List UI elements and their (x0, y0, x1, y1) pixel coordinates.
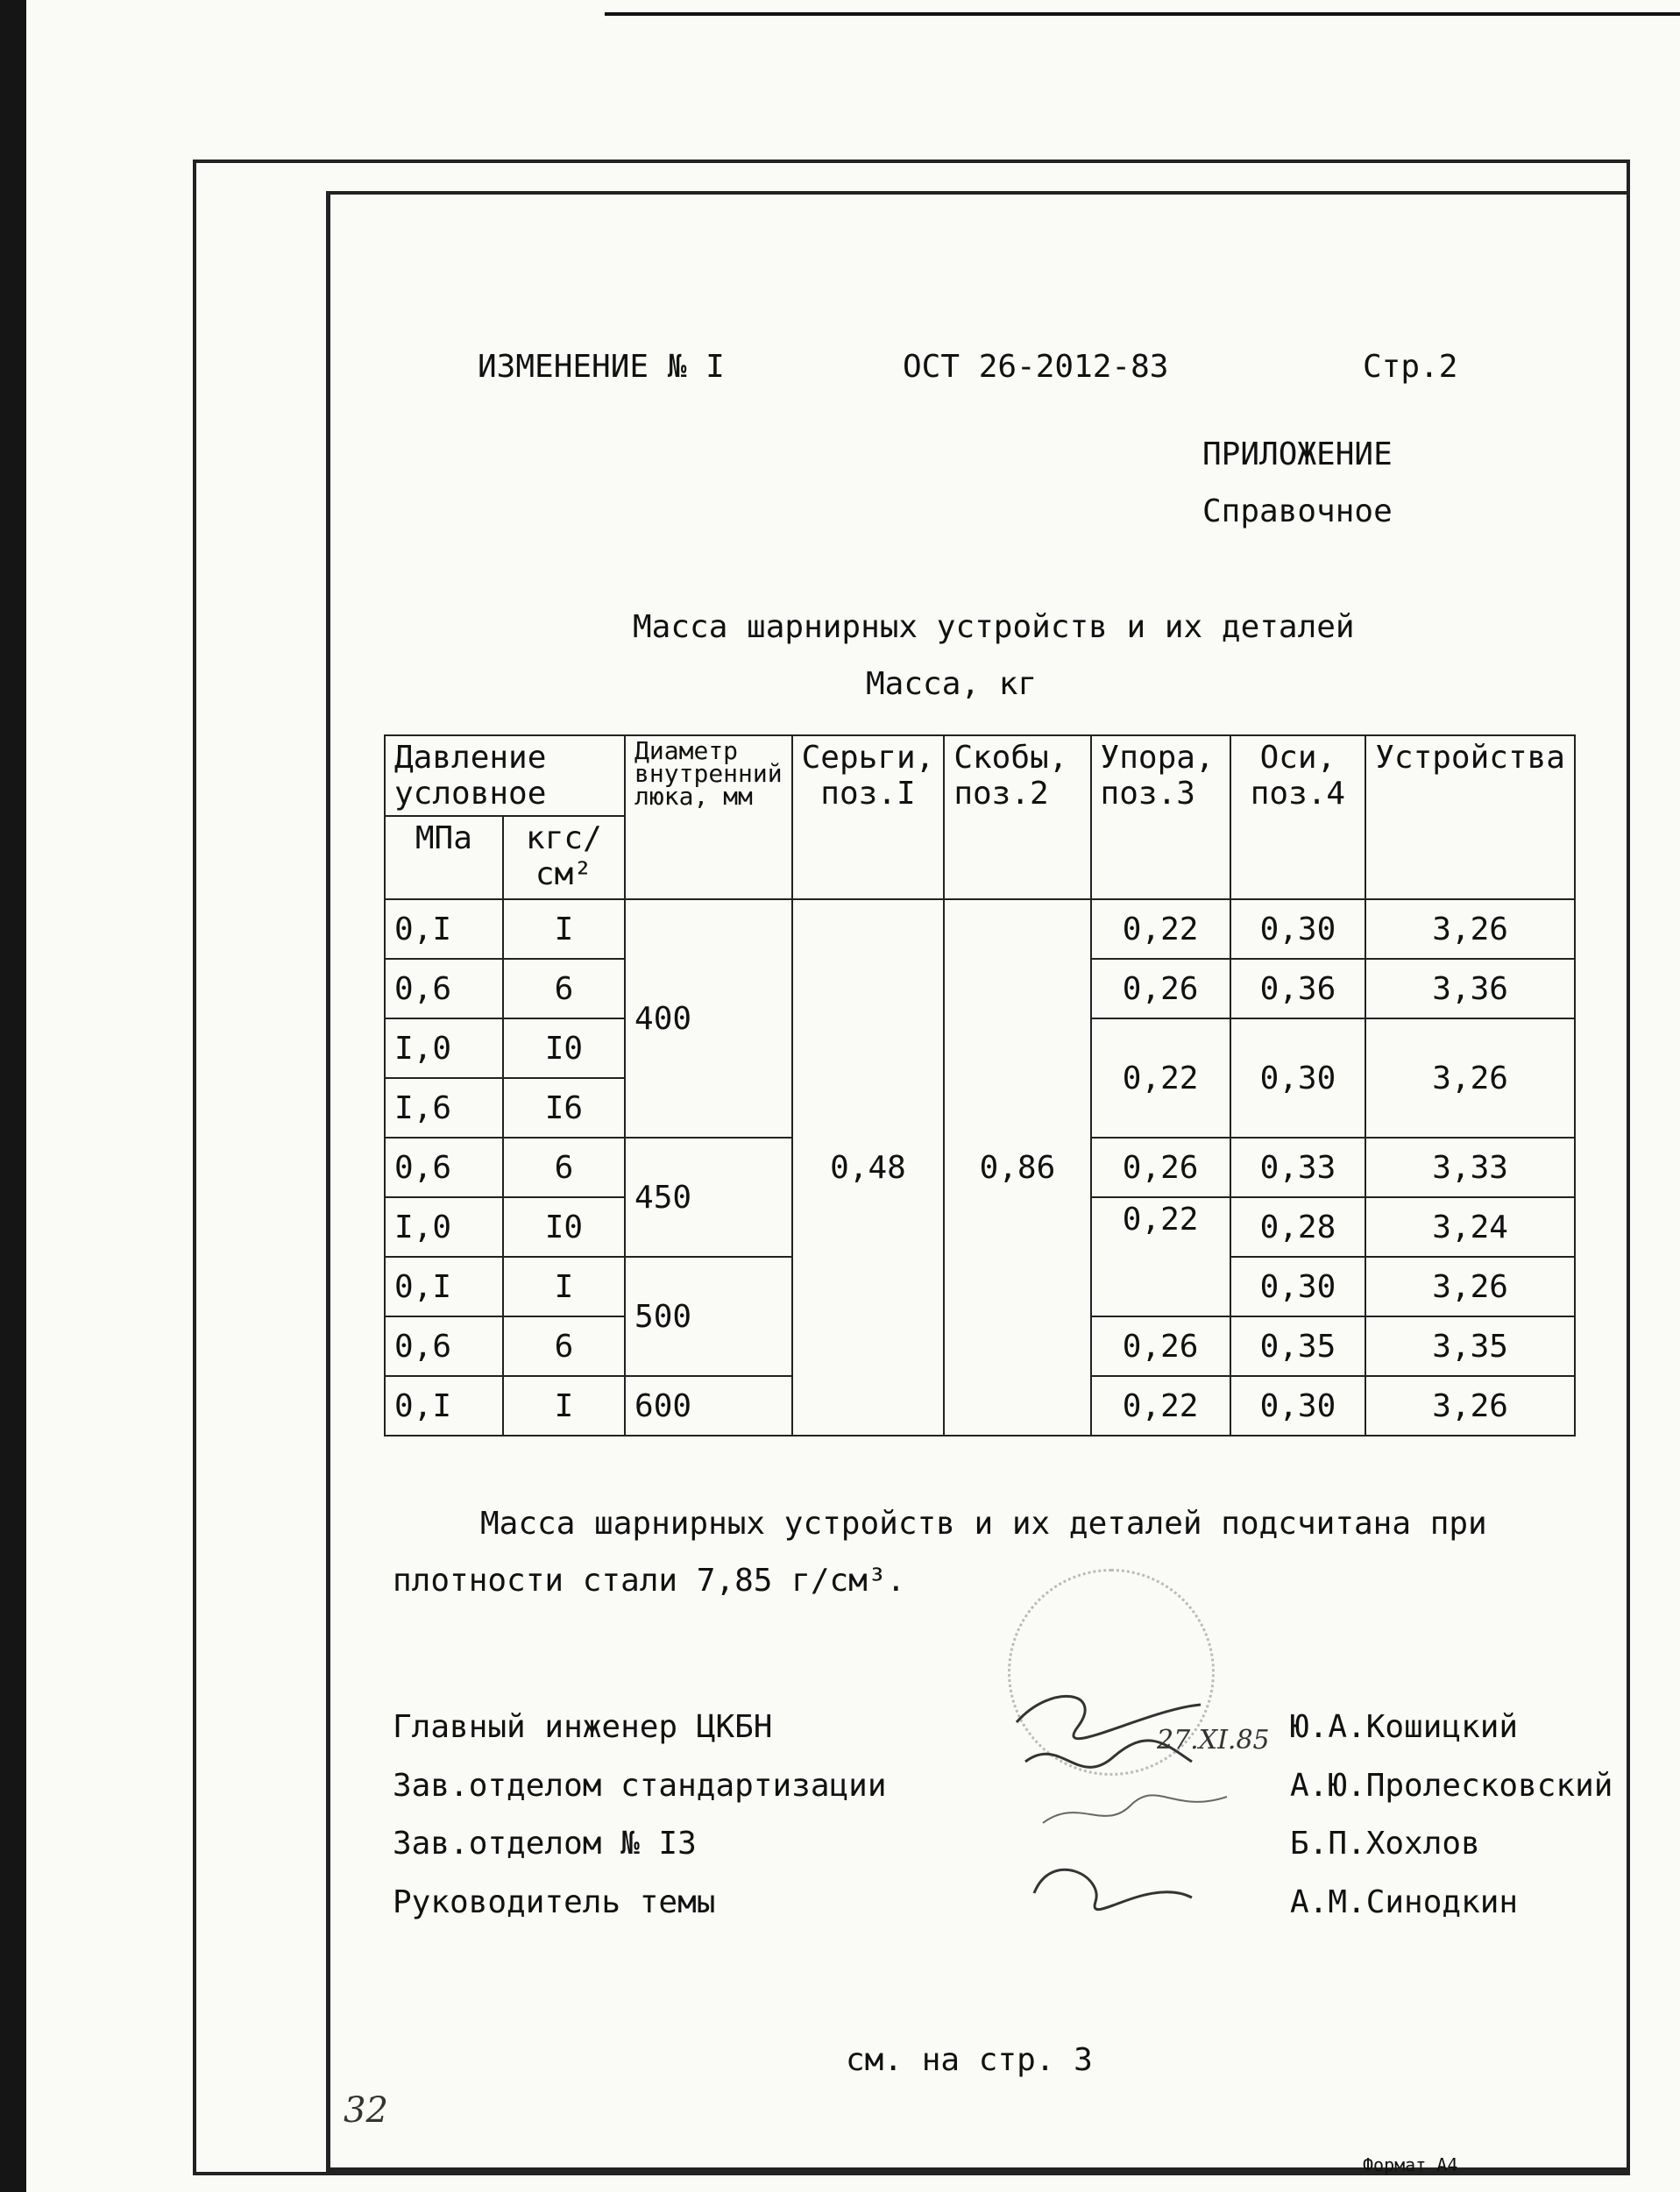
cell-kgf: I (503, 1257, 625, 1316)
header-stops: Упора, поз.3 (1091, 735, 1230, 899)
cell-axis: 0,30 (1230, 1018, 1366, 1138)
cell-kgf: 6 (503, 1138, 625, 1197)
header-kgf: кгс/см² (503, 816, 625, 899)
signature-role: Зав.отделом стандартизации (393, 1768, 887, 1804)
cell-device: 3,26 (1365, 1018, 1575, 1138)
mass-table (384, 734, 1576, 1437)
cell-device: 3,33 (1365, 1138, 1575, 1197)
cell-mpa: 0,I (385, 1376, 503, 1436)
page-number: Стр.2 (1363, 349, 1458, 385)
cell-axis: 0,30 (1230, 1376, 1366, 1436)
cell-kgf: 6 (503, 959, 625, 1018)
cell-kgf: I (503, 1376, 625, 1436)
appendix-label: ПРИЛОЖЕНИЕ (1202, 436, 1393, 472)
cell-axis: 0,35 (1230, 1316, 1366, 1376)
cell-mpa: I,6 (385, 1078, 503, 1138)
cell-stop: 0,26 (1091, 1316, 1230, 1376)
signature-role: Руководитель темы (393, 1884, 716, 1920)
table-row (385, 899, 1575, 959)
continue-note: см. на стр. 3 (846, 2042, 1093, 2078)
change-number: ИЗМЕНЕНИЕ № I (478, 349, 725, 385)
scan-edge (0, 0, 26, 2192)
header-pressure: Давление условное (385, 735, 625, 816)
cell-mpa: I,0 (385, 1018, 503, 1078)
cell-stop: 0,26 (1091, 1138, 1230, 1197)
header-brackets: Скобы, поз.2 (944, 735, 1090, 899)
handwritten-signatures (999, 1674, 1288, 1937)
cell-mpa: 0,I (385, 899, 503, 959)
signature-name: Б.П.Хохлов (1290, 1826, 1480, 1862)
cell-device: 3,35 (1365, 1316, 1575, 1376)
cell-device: 3,24 (1365, 1197, 1575, 1257)
cell-device: 3,26 (1365, 899, 1575, 959)
note-line-1: Масса шарнирных устройств и их деталей подсчитана при (480, 1506, 1487, 1542)
header-axes: Оси, поз.4 (1230, 735, 1366, 899)
cell-stop: 0,22 (1091, 1018, 1230, 1138)
signature-name: Ю.А.Кошицкий (1290, 1709, 1519, 1745)
cell-diameter: 450 (625, 1138, 792, 1257)
signature-role: Зав.отделом № I3 (393, 1826, 697, 1862)
cell-axis: 0,28 (1230, 1197, 1366, 1257)
cell-axis: 0,30 (1230, 1257, 1366, 1316)
top-rule (605, 12, 1680, 16)
cell-kgf: 6 (503, 1316, 625, 1376)
cell-stop: 0,22 (1091, 1376, 1230, 1436)
standard-code: ОСТ 26-2012-83 (903, 349, 1169, 385)
cell-stop: 0,22 (1091, 1197, 1230, 1316)
handwritten-number: 32 (344, 2090, 388, 2131)
signature-name: А.М.Синодкин (1290, 1884, 1519, 1920)
cell-mpa: 0,6 (385, 1316, 503, 1376)
header-mpa: МПа (385, 816, 503, 899)
cell-diameter: 500 (625, 1257, 792, 1376)
cell-diameter: 400 (625, 899, 792, 1138)
note-line-2: плотности стали 7,85 г/см³. (393, 1563, 906, 1599)
cell-mpa: 0,I (385, 1257, 503, 1316)
cell-axis: 0,36 (1230, 959, 1366, 1018)
cell-axis: 0,33 (1230, 1138, 1366, 1197)
appendix-type: Справочное (1202, 493, 1393, 529)
header-earrings: Серьги, поз.I (792, 735, 945, 899)
cell-kgf: I (503, 899, 625, 959)
cell-device: 3,26 (1365, 1376, 1575, 1436)
signature-name: А.Ю.Пролесковский (1290, 1768, 1613, 1804)
signature-date: 27.XI.85 (1157, 1725, 1270, 1756)
cell-axis: 0,30 (1230, 899, 1366, 959)
header-devices: Устройства (1365, 735, 1575, 899)
format-label: Формат А4 (1363, 2154, 1458, 2175)
table-title: Масса шарнирных устройств и их деталей (633, 609, 1355, 645)
table-subtitle: Масса, кг (866, 666, 1038, 702)
header-diameter: Диаметр внутренний люка, мм (625, 735, 792, 899)
cell-stop: 0,22 (1091, 899, 1230, 959)
cell-stop: 0,26 (1091, 959, 1230, 1018)
cell-kgf: I6 (503, 1078, 625, 1138)
cell-kgf: I0 (503, 1197, 625, 1257)
cell-mpa: I,0 (385, 1197, 503, 1257)
cell-brackets: 0,86 (944, 899, 1090, 1436)
cell-device: 3,26 (1365, 1257, 1575, 1316)
cell-mpa: 0,6 (385, 1138, 503, 1197)
cell-kgf: I0 (503, 1018, 625, 1078)
signature-role: Главный инженер ЦКБН (393, 1709, 773, 1745)
cell-diameter: 600 (625, 1376, 792, 1436)
cell-mpa: 0,6 (385, 959, 503, 1018)
cell-earrings: 0,48 (792, 899, 945, 1436)
cell-device: 3,36 (1365, 959, 1575, 1018)
